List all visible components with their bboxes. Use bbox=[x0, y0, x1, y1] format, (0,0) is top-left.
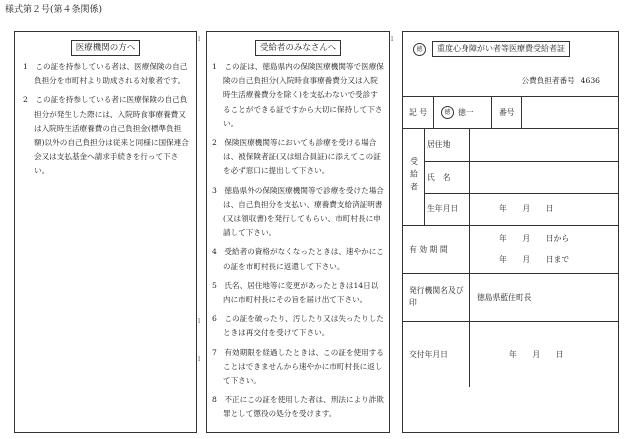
name-label: 氏 名 bbox=[427, 172, 451, 182]
form-number-label: 様式第２号(第４条関係) bbox=[5, 5, 103, 15]
medical-notice-title: 医療機関の方へ bbox=[71, 40, 141, 56]
address-label: 居住地 bbox=[427, 140, 451, 149]
certificate-header bbox=[403, 32, 618, 97]
recipient-notice-item: 6 この証を破ったり、汚したり又は失ったりしたときは再交付を受けて下さい。 bbox=[212, 314, 384, 338]
fold-mark: l bbox=[198, 36, 200, 43]
medical-notice-item: 2 この証を持参している者に医療保険の自己負担分が発生した際には、入院時食事療養費又は入院時生活療養費の自己負担金(標準負担額)以外の自己負担分は従来と同様に国保連合会又は支払基金へ請求手続きを行って下さい。 bbox=[23, 95, 189, 176]
medical-institution-notice bbox=[14, 31, 200, 433]
number-label: 番号 bbox=[499, 107, 515, 117]
recipient-notice-item: 2 保険医療機関等においても診療を受ける場合は、被保険者証(又は組合員証)に添えてこの証を必ず窓口に提出して下さい。 bbox=[212, 138, 381, 176]
recipient-notice-item: 4 受給者の資格がなくなったときは、速やかにこの証を市町村長に返還して下さい。 bbox=[212, 247, 384, 271]
birthdate-label: 生年月日 bbox=[427, 204, 459, 213]
seal-circle-mark: 徳 bbox=[413, 43, 426, 56]
medical-notice-list bbox=[23, 60, 190, 184]
validity-row bbox=[403, 225, 618, 274]
record-label: 記 号 bbox=[409, 107, 428, 117]
fold-mark: l bbox=[198, 356, 200, 363]
issuer-value: 徳島県藍住町長 bbox=[477, 292, 532, 302]
issuer-label: 発行機関名及び 印 bbox=[409, 286, 480, 307]
birthdate-value: 年 月 日 bbox=[499, 204, 554, 213]
medical-notice-item: 1 この証を持参している者は、医療保険の自己負担分を市町村より助成される対象者です。 bbox=[23, 62, 188, 86]
recipient-label: 受給者 bbox=[409, 157, 419, 196]
recipient-block bbox=[403, 128, 618, 226]
recipient-notice-item: 3 徳島県外の保険医療機関等で診療を受けた場合は、自己負担分を支払い、療養費支給済証明書(又は領収書)を発行してもらい、市町村長に申請して下さい。 bbox=[212, 185, 384, 238]
issue-date-value: 年 月 日 bbox=[509, 349, 564, 359]
recipient-notice-item: 1 この証は、徳島県内の保険医療機関等で医療保険の自己負担分(入院時食事療養費分又は入院時生活療養費分を除く)を支払わないで受診することができる証ですから大切に保持して下さい。 bbox=[212, 62, 384, 128]
validity-label: 有 効 期 間 bbox=[409, 244, 448, 254]
fold-mark: l bbox=[391, 36, 393, 43]
burden-value: 4636 bbox=[580, 76, 600, 85]
recipient-notice-item: 8 不正にこの証を使用した者は、刑法により詐欺罪として懲役の処分を受けます。 bbox=[212, 395, 384, 419]
issuer-row bbox=[403, 273, 618, 322]
record-number-row bbox=[403, 96, 618, 129]
recipient-notice-title: 受給者のみなさんへ bbox=[255, 40, 341, 56]
recipient-certificate bbox=[402, 31, 619, 433]
validity-from: 年 月 日から bbox=[499, 233, 570, 243]
recipient-notice bbox=[206, 31, 393, 433]
validity-to: 年 月 日まで bbox=[499, 254, 570, 264]
recipient-notice-item: 5 氏名、居住地等に変更があったときは14日以内に市町村長にその旨を届け出て下さい。 bbox=[212, 280, 379, 305]
certificate-title: 重度心身障がい者等医療費受給者証 bbox=[432, 41, 570, 57]
issue-date-row bbox=[403, 321, 618, 433]
fold-mark: l bbox=[198, 318, 200, 325]
issue-date-label: 交付年月日 bbox=[409, 349, 448, 359]
seal-circle-mark: 徳 bbox=[441, 106, 454, 119]
public-burden-number bbox=[522, 75, 600, 86]
recipient-notice-item: 7 有効期限を経過したときは、この証を使用することはできませんから速やかに市町村長に返して下さい。 bbox=[212, 347, 384, 386]
record-value-cell bbox=[441, 96, 474, 128]
burden-label: 公費負担者番号 bbox=[521, 76, 575, 85]
record-value: 徳一 bbox=[458, 107, 474, 117]
recipient-notice-list bbox=[212, 60, 384, 427]
